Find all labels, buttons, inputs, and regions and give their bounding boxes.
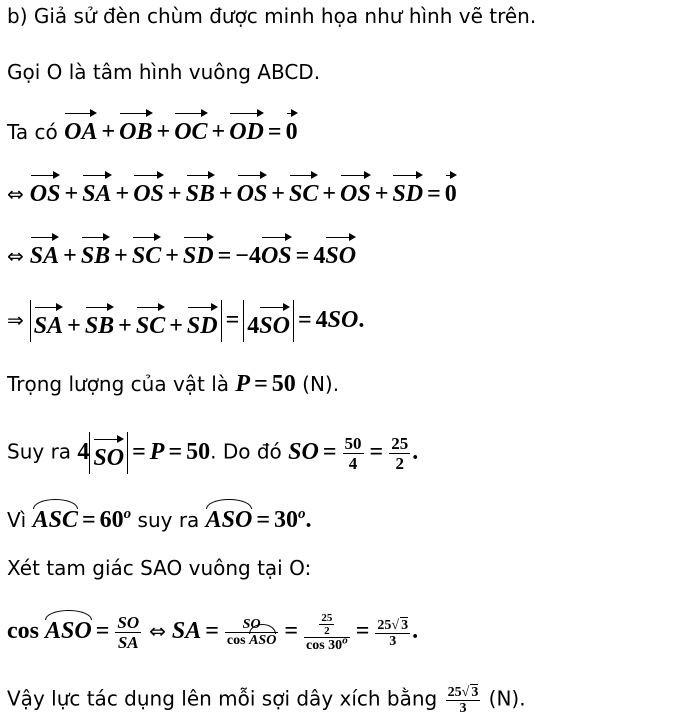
equivalence-so-equation: ⇔ SA + SB + SC + SD = −4OS = 4SO (7, 243, 357, 269)
line-9: Vì ASC = $60^o$ suy ra ASO = $30^o$. (7, 506, 312, 533)
line-5 (7, 242, 356, 268)
vector-sum-equation: OA + OB + OC + OD = 0 (64, 119, 298, 145)
sa-length-equation: cos ASO = $\frac{SO}{SA}$ ⇔ SA = $\frac{SO}{\text{cos ASO}}$ = $\frac{\frac{25}{2}}{\cos 30^o}$ = $\frac{25√ 3}{3}$ . (7, 612, 419, 653)
line-12: Vậy lực tác dụng lên mỗi sợi dây xích bằng $\frac{25√ 3}{3}$ (N). (7, 685, 526, 716)
so-length-equation: SO = $\frac{50}{4}$ = $\frac{25}{2}$ . (288, 433, 419, 473)
line-10: Xét tam giác SAO vuông tại O: (7, 556, 312, 580)
line-2: Gọi O là tâm hình vuông ABCD. (7, 60, 321, 84)
line-8: Suy ra 4 SO = P = 50. Do đó SO = $\frac{50}{4}$ = $\frac{25}{2}$ . (7, 433, 419, 473)
angle-asc-equation: ASC = $60^o$ (32, 506, 132, 533)
answer-value: $\frac{25√ 3}{3}$ (447, 685, 479, 716)
line-3: Ta có OA + OB + OC + OD = 0 (7, 119, 298, 145)
force-equation: 4 SO = P = 50 (77, 439, 210, 465)
line-1: b) Giả sử đèn chùm được minh họa như hình vẽ trên. (7, 4, 537, 28)
line-6 (7, 300, 364, 342)
line-4 (7, 180, 457, 206)
angle-aso-equation: ASO = $30^o$. (205, 506, 312, 533)
line-7: Trọng lượng của vật là P = 50 (N). (7, 371, 340, 397)
weight-equation: P = 50 (235, 371, 296, 397)
magnitude-equation: ⇒ SA + SB + SC + SD = 4SO = 4SO. (7, 307, 364, 333)
line-11 (7, 612, 418, 653)
equivalence-os-equation: ⇔ OS + SA + OS + SB + OS + SC + OS + SD = 0 (7, 181, 457, 207)
